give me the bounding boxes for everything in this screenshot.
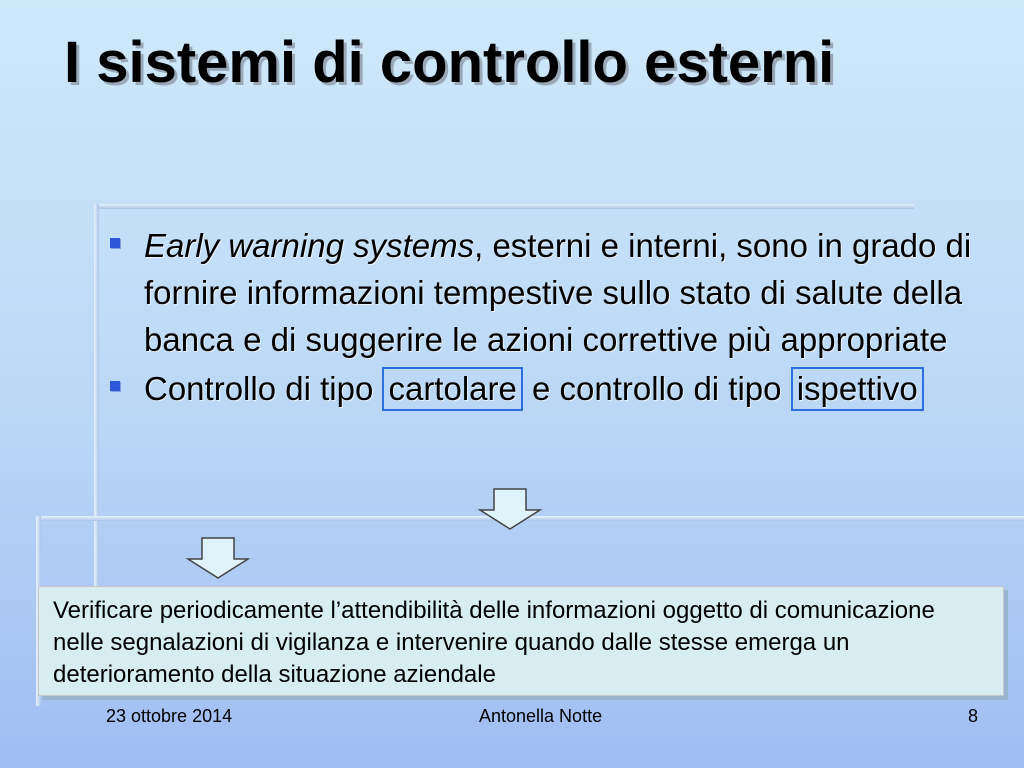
highlight-cartolare: cartolare [382,367,522,411]
slide-title: I sistemi di controllo esterni [64,30,835,95]
note-box: Verificare periodicamente l’attendibilità delle informazioni oggetto di comunicazione nelle segnalazioni di vigilanza e intervenire quando dalle stesse emerga un deterioramento della situazione aziendale [38,586,1004,696]
decorative-frame-top [94,204,914,209]
bullet-item-early-warning [104,222,994,363]
highlight-ispettivo: ispettivo [791,367,924,411]
footer-date: 23 ottobre 2014 [106,706,233,726]
down-arrow-icon [478,488,542,530]
decorative-frame-left [94,204,99,600]
bullet-text: , esterni e interni, sono in grado di fornire informazioni tempestive sullo stato di salute della banca e di suggerire le azioni correttive più appropriate [144,227,972,358]
bullet-item-controllo [104,365,994,412]
bullet-marker [110,238,120,248]
bullet-marker [110,381,120,391]
bullet-list [104,222,994,412]
bullet-lead-italic: Early warning systems [144,227,475,264]
footer-author: Antonella Notte [479,706,603,726]
down-arrow-icon [186,537,250,579]
footer-page-number: 8 [968,706,979,726]
bullet-text-part1: Controllo di tipo [144,370,374,407]
bullet-text-part2: e controllo di tipo [532,370,782,407]
